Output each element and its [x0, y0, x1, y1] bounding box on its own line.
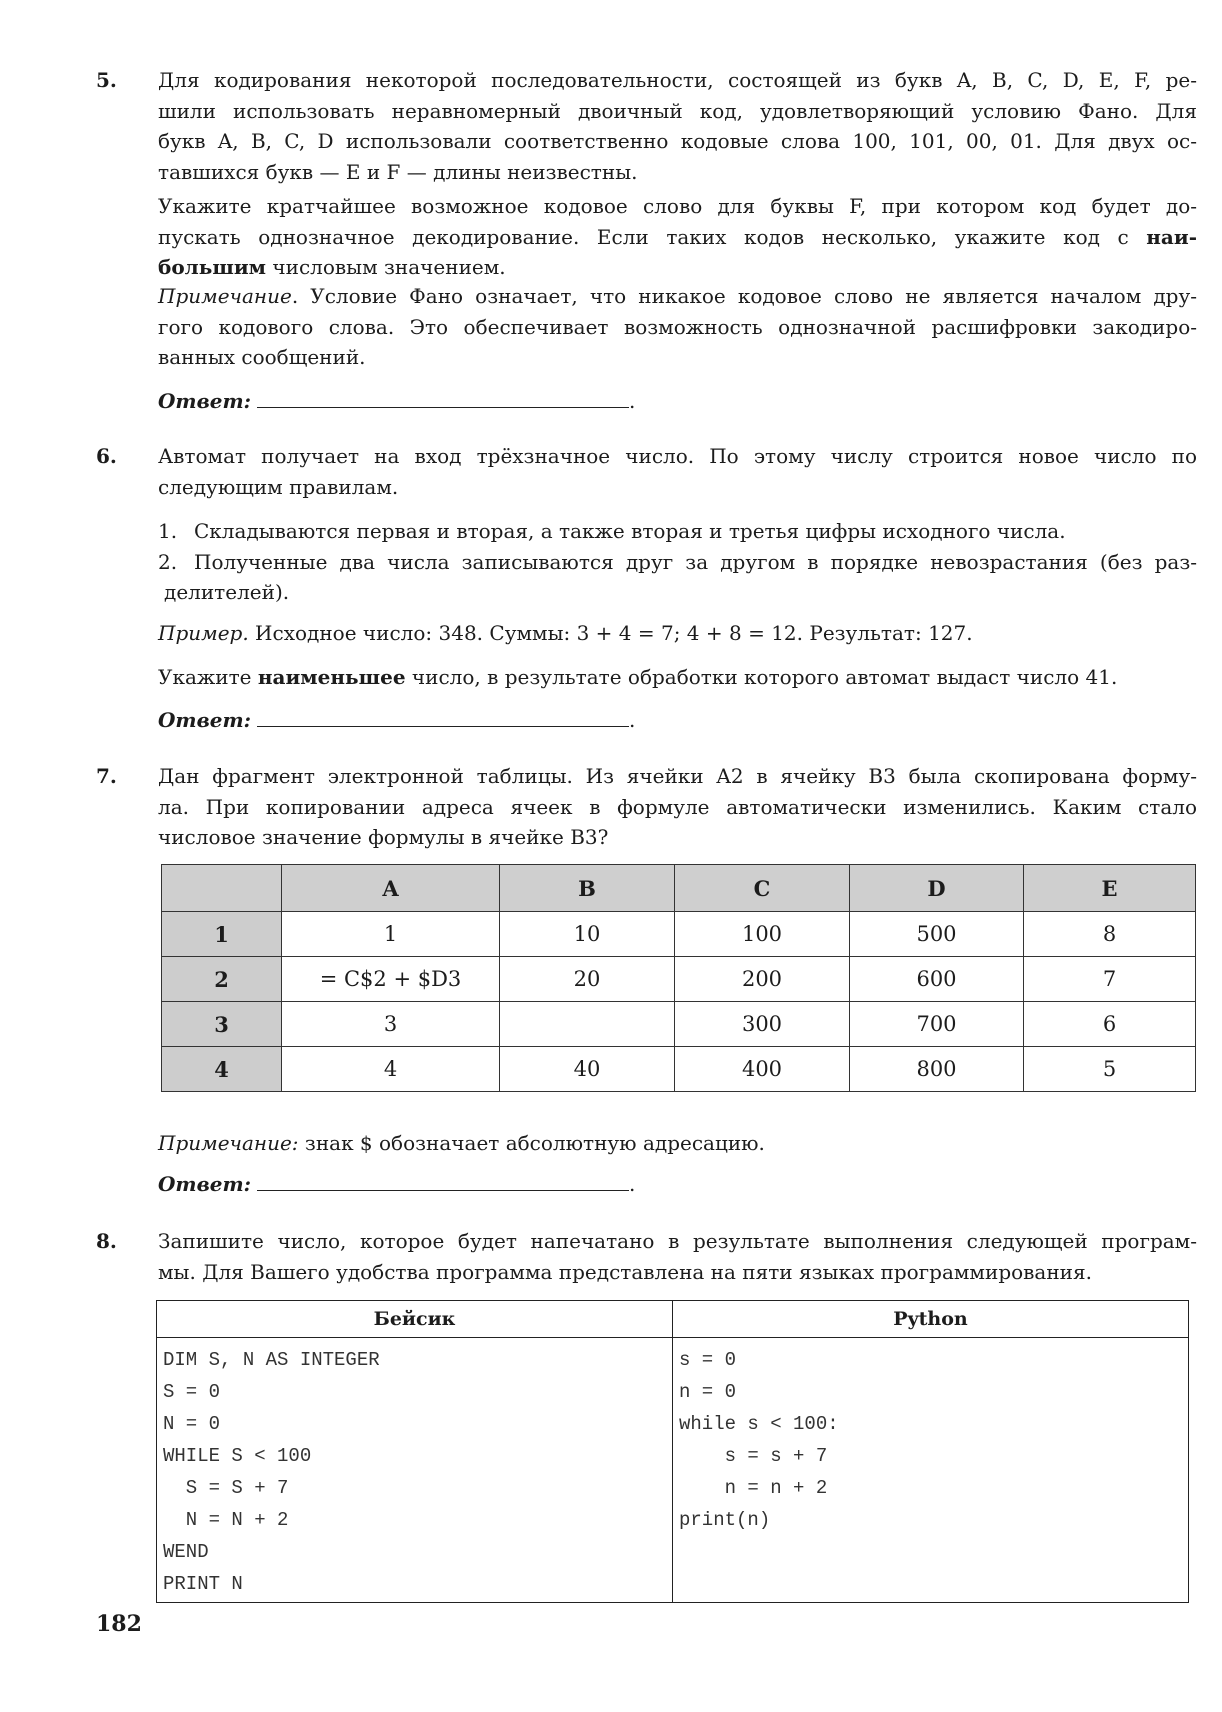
answer-field[interactable]: [257, 706, 629, 727]
text: следующим правилам.: [158, 474, 399, 499]
code-line: S = S + 7: [163, 1477, 289, 1499]
text-line: [158, 312, 1197, 343]
text-line: [158, 1257, 1197, 1288]
table-cell: 3: [282, 1002, 500, 1047]
page-number: 182: [96, 1611, 142, 1637]
rule-text: Полученные два числа записываются друг за другом в порядке невозрастания (без раз-: [194, 549, 1197, 574]
bold-text: наименьшее: [257, 665, 406, 689]
text: Для кодирования некоторой последовательности, состоящей из букв A, B, C, D, E, F, ре-: [158, 68, 1197, 92]
table-cell: 300: [675, 1002, 850, 1047]
text-line: [158, 618, 1197, 649]
text: мы. Для Вашего удобства программа представлена на пяти языках программирования.: [158, 1259, 1092, 1284]
code-line: n = 0: [679, 1381, 737, 1403]
text: пускать однозначное декодирование. Если таких кодов несколько, укажите код с: [158, 224, 1147, 249]
italic-text: Пример.: [158, 621, 249, 645]
table-cell: 5: [1024, 1047, 1196, 1092]
text: . Условие Фано означает, что никакое кодовое слово не является началом дру-: [291, 284, 1197, 308]
text-line: [158, 1128, 1197, 1159]
spreadsheet-table: [161, 864, 1196, 1092]
code-line: while s < 100:: [679, 1413, 839, 1435]
text: Исходное число: 348. Суммы: 3 + 4 = 7; 4 + 8 = 12. Результат: 127.: [248, 621, 973, 645]
text: тавшихся букв — E и F — длины неизвестны.: [158, 159, 638, 184]
code-line: N = 0: [163, 1413, 221, 1435]
column-header: C: [675, 865, 850, 912]
table-header-row: [162, 865, 1196, 912]
rule-item: [158, 516, 1197, 547]
text: Укажите кратчайшее возможное кодовое слово для буквы F, при котором код будет до-: [158, 194, 1197, 218]
code-line: DIM S, N AS INTEGER: [163, 1349, 380, 1371]
code-line: s = s + 7: [679, 1445, 828, 1467]
table-cell: 6: [1024, 1002, 1196, 1047]
q5-answer: Ответ: .: [158, 389, 636, 413]
code-line: WEND: [163, 1541, 209, 1563]
table-row: [162, 957, 1196, 1002]
q6-answer: Ответ: .: [158, 708, 636, 732]
q6-rules: [158, 516, 1197, 608]
corner-cell: [162, 865, 282, 912]
italic-text: Примечание: [158, 284, 292, 308]
q6-intro: [158, 441, 1197, 502]
column-header: E: [1024, 865, 1196, 912]
row-header: 3: [162, 1002, 282, 1047]
text-line: [158, 761, 1197, 792]
row-header: 4: [162, 1047, 282, 1092]
text-line: [158, 191, 1197, 222]
q5-paragraph-2: [158, 191, 1197, 283]
table-row: [162, 912, 1196, 957]
table-cell: 800: [850, 1047, 1024, 1092]
language-header-basic: Бейсик: [157, 1301, 673, 1338]
table-cell: 100: [675, 912, 850, 957]
answer-field[interactable]: [257, 1170, 629, 1191]
table-cell: 700: [850, 1002, 1024, 1047]
q7-intro: [158, 761, 1197, 853]
q6-example: [158, 618, 1197, 649]
rule-text: делителей).: [164, 580, 290, 604]
text-line: [158, 822, 1197, 853]
table-cell: 200: [675, 957, 850, 1002]
table-cell: 600: [850, 957, 1024, 1002]
answer-label: Ответ:: [158, 708, 251, 732]
text-line: [158, 281, 1197, 312]
text-line: [158, 157, 1197, 188]
table-row: [162, 1047, 1196, 1092]
question-number: 8.: [96, 1229, 117, 1253]
answer-field[interactable]: [257, 387, 629, 408]
text-line: [158, 441, 1197, 472]
text: Запишите число, которое будет напечатано в результате выполнения следующей програм-: [158, 1229, 1197, 1253]
text-line: [158, 342, 1197, 373]
question-number: 5.: [96, 68, 117, 92]
text: букв A, B, C, D использовали соответственно кодовые слова 100, 101, 00, 01. Для двух ос-: [158, 129, 1197, 153]
q7-note: [158, 1128, 1197, 1159]
text-line: [158, 222, 1197, 253]
table-cell: 8: [1024, 912, 1196, 957]
table-cell: 500: [850, 912, 1024, 957]
code-line: n = n + 2: [679, 1477, 828, 1499]
table-cell: 4: [282, 1047, 500, 1092]
text: Укажите: [158, 665, 258, 689]
row-header: 1: [162, 912, 282, 957]
text: ванных сообщений.: [158, 345, 366, 369]
answer-label: Ответ:: [158, 389, 251, 413]
code-line: s = 0: [679, 1349, 737, 1371]
table-cell: 7: [1024, 957, 1196, 1002]
text: ла. При копировании адреса ячеек в формуле автоматически изменились. Каким стало: [158, 794, 1197, 819]
table-cell: [500, 1002, 675, 1047]
q5-paragraph-1: [158, 65, 1197, 187]
column-header: B: [500, 865, 675, 912]
code-line: S = 0: [163, 1381, 221, 1403]
q8-intro: [158, 1226, 1197, 1287]
answer-label: Ответ:: [158, 1172, 251, 1196]
text-line: [158, 96, 1197, 127]
text: Дан фрагмент электронной таблицы. Из ячейки A2 в ячейку B3 была скопирована форму-: [158, 764, 1197, 788]
text: Автомат получает на вход трёхзначное число. По этому числу строится новое число по: [158, 444, 1197, 468]
table-cell: 400: [675, 1047, 850, 1092]
column-header: D: [850, 865, 1024, 912]
table-cell: 10: [500, 912, 675, 957]
text: шили использовать неравномерный двоичный код, удовлетворяющий условию Фано. Для: [158, 98, 1197, 123]
question-number: 6.: [96, 444, 117, 468]
text-line: [158, 792, 1197, 823]
text: числовое значение формулы в ячейке B3?: [158, 825, 609, 849]
text: число, в результате обработки которого автомат выдаст число 41.: [405, 665, 1118, 689]
text-line: [158, 126, 1197, 157]
bold-text: большим: [158, 255, 267, 279]
table-cell: 40: [500, 1047, 675, 1092]
rule-item: [158, 547, 1197, 608]
rule-number: 2.: [158, 549, 178, 574]
question-number: 7.: [96, 764, 117, 788]
table-cell: 20: [500, 957, 675, 1002]
bold-text: наи-: [1146, 224, 1197, 249]
table-cell: = C$2 + $D3: [282, 957, 500, 1002]
language-header-python: Python: [673, 1301, 1189, 1338]
text: числовым значением.: [266, 255, 506, 279]
q7-answer: Ответ: .: [158, 1172, 636, 1196]
italic-text: Примечание:: [158, 1131, 299, 1155]
rule-number: 1.: [158, 519, 178, 543]
text-line: [158, 1226, 1197, 1257]
rule-text: Складываются первая и вторая, а также вторая и третья цифры исходного числа.: [194, 519, 1066, 543]
program-table: [156, 1300, 1189, 1603]
table-row: [162, 1002, 1196, 1047]
text-line: [158, 472, 1197, 503]
text: гого кодового слова. Это обеспечивает возможность однозначной расшифровки закодиро-: [158, 314, 1197, 339]
q5-note: [158, 281, 1197, 373]
code-python: [673, 1338, 1189, 1603]
code-line: WHILE S < 100: [163, 1445, 312, 1467]
code-line: print(n): [679, 1509, 771, 1531]
code-line: N = N + 2: [163, 1509, 289, 1531]
code-line: PRINT N: [163, 1573, 243, 1595]
text-line: [158, 252, 1197, 283]
row-header: 2: [162, 957, 282, 1002]
text-line: [158, 662, 1197, 693]
q6-task: [158, 662, 1197, 693]
code-basic: [157, 1338, 673, 1603]
text: знак $ обозначает абсолютную адресацию.: [298, 1131, 765, 1155]
text-line: [158, 65, 1197, 96]
table-cell: 1: [282, 912, 500, 957]
column-header: A: [282, 865, 500, 912]
